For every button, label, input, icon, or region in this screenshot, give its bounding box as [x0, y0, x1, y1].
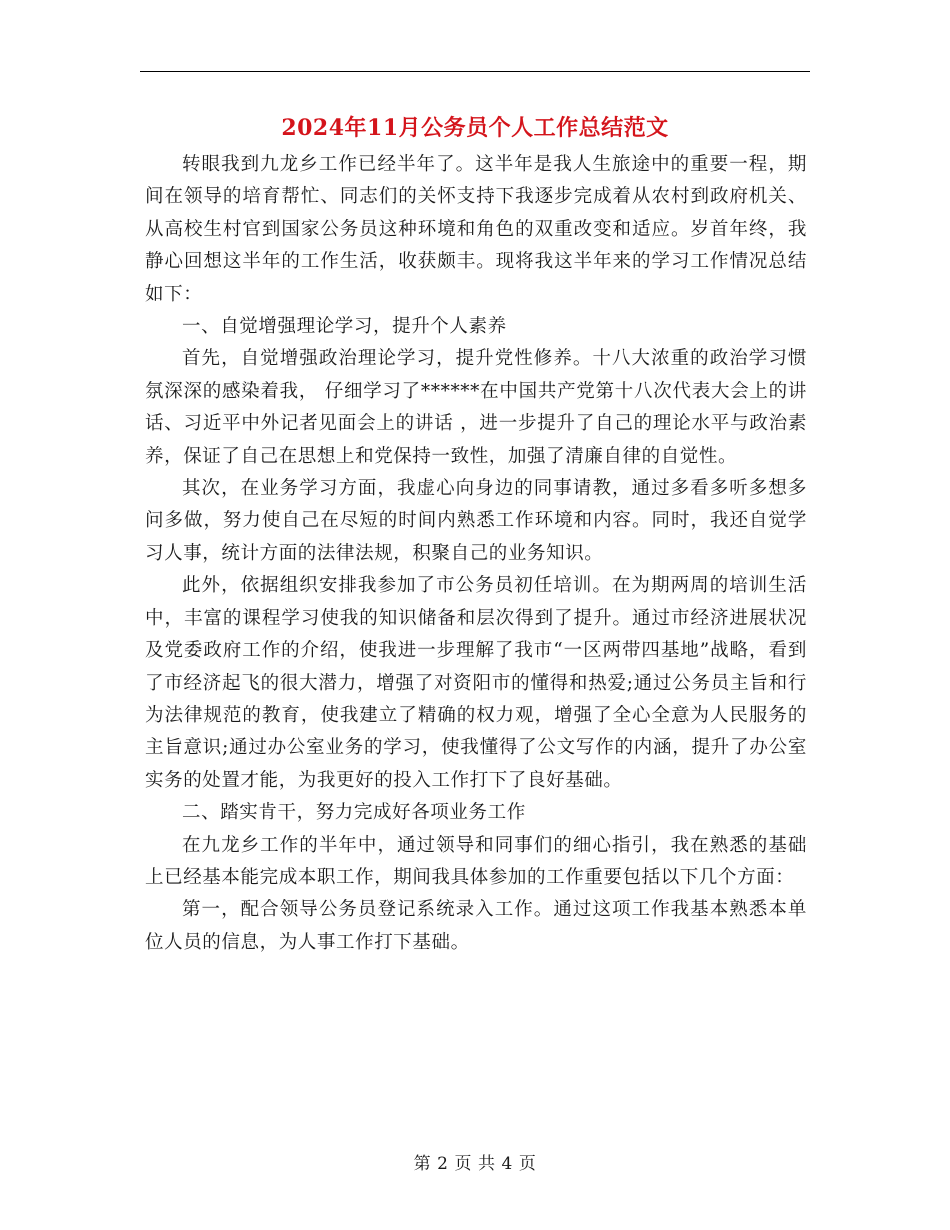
paragraph-political-study: 首先，自觉增强政治理论学习，提升党性修养。十八大浓重的政治学习惯氛深深的感染着我， 仔细学习了******在中国共产党第十八次代表大会上的讲话、习近平中外记者见面会上的讲话 ，进一步提升了自己的理论水平与政治素养，保证了自己在思想上和党保持一致性，加强了清廉自律的自觉性。 — [145, 348, 807, 467]
footer-suffix: 页 — [518, 1154, 537, 1174]
footer-page-word: 页 — [454, 1154, 472, 1174]
paragraph-intro: 转眼我到九龙乡工作已经半年了。这半年是我人生旅途中的重要一程，期间在领导的培育帮忙、同志们的关怀支持下我逐步完成着从农村到政府机关、从高校生村官到国家公务员这种环境和角色的双重改变和适应。岁首年终，我静心回想这半年的工作生活，收获颇丰。现将我这半年来的学习工作情况总结如下： — [145, 154, 807, 305]
footer-current-page: 2 — [437, 1154, 449, 1174]
paragraph-first-task: 第一，配合领导公务员登记系统录入工作。通过这项工作我基本熟悉本单位人员的信息，为人事工作打下基础。 — [145, 899, 807, 953]
section-heading-1: 一、自觉增强理论学习，提升个人素养 — [182, 316, 507, 338]
header-rule — [140, 71, 810, 72]
section-heading-2: 二、踏实肯干，努力完成好各项业务工作 — [182, 802, 526, 824]
paragraph-training: 此外，依据组织安排我参加了市公务员初任培训。在为期两周的培训生活中，丰富的课程学习使我的知识储备和层次得到了提升。通过市经济进展状况及党委政府工作的介绍，使我进一步理解了我市“一区两带四基地”战略，看到了市经济起飞的很大潜力，增强了对资阳市的懂得和热爱;通过公务员主旨和行为法律规范的教育，使我建立了精确的权力观，增强了全心全意为人民服务的主旨意识;通过办公室业务的学习，使我懂得了公文写作的内涵，提升了办公室实务的处置才能，为我更好的投入工作打下了良好基础。 — [145, 575, 807, 791]
paragraph-business-study: 其次，在业务学习方面，我虚心向身边的同事请教，通过多看多听多想多问多做，努力使自己在尽短的时间内熟悉工作环境和内容。同时，我还自觉学习人事，统计方面的法律法规，积聚自己的业务知识。 — [145, 478, 807, 564]
document-title: 2024年11月公务员个人工作总结范文 — [281, 115, 669, 141]
footer-prefix: 第 — [413, 1154, 432, 1174]
paragraph-work-overview: 在九龙乡工作的半年中，通过领导和同事们的细心指引，我在熟悉的基础上已经基本能完成本职工作，期间我具体参加的工作重要包括以下几个方面： — [145, 834, 807, 888]
footer-total-word: 共 — [478, 1154, 496, 1174]
page-footer — [0, 1152, 950, 1176]
footer-total-pages: 4 — [501, 1154, 513, 1174]
document-body — [145, 149, 807, 959]
